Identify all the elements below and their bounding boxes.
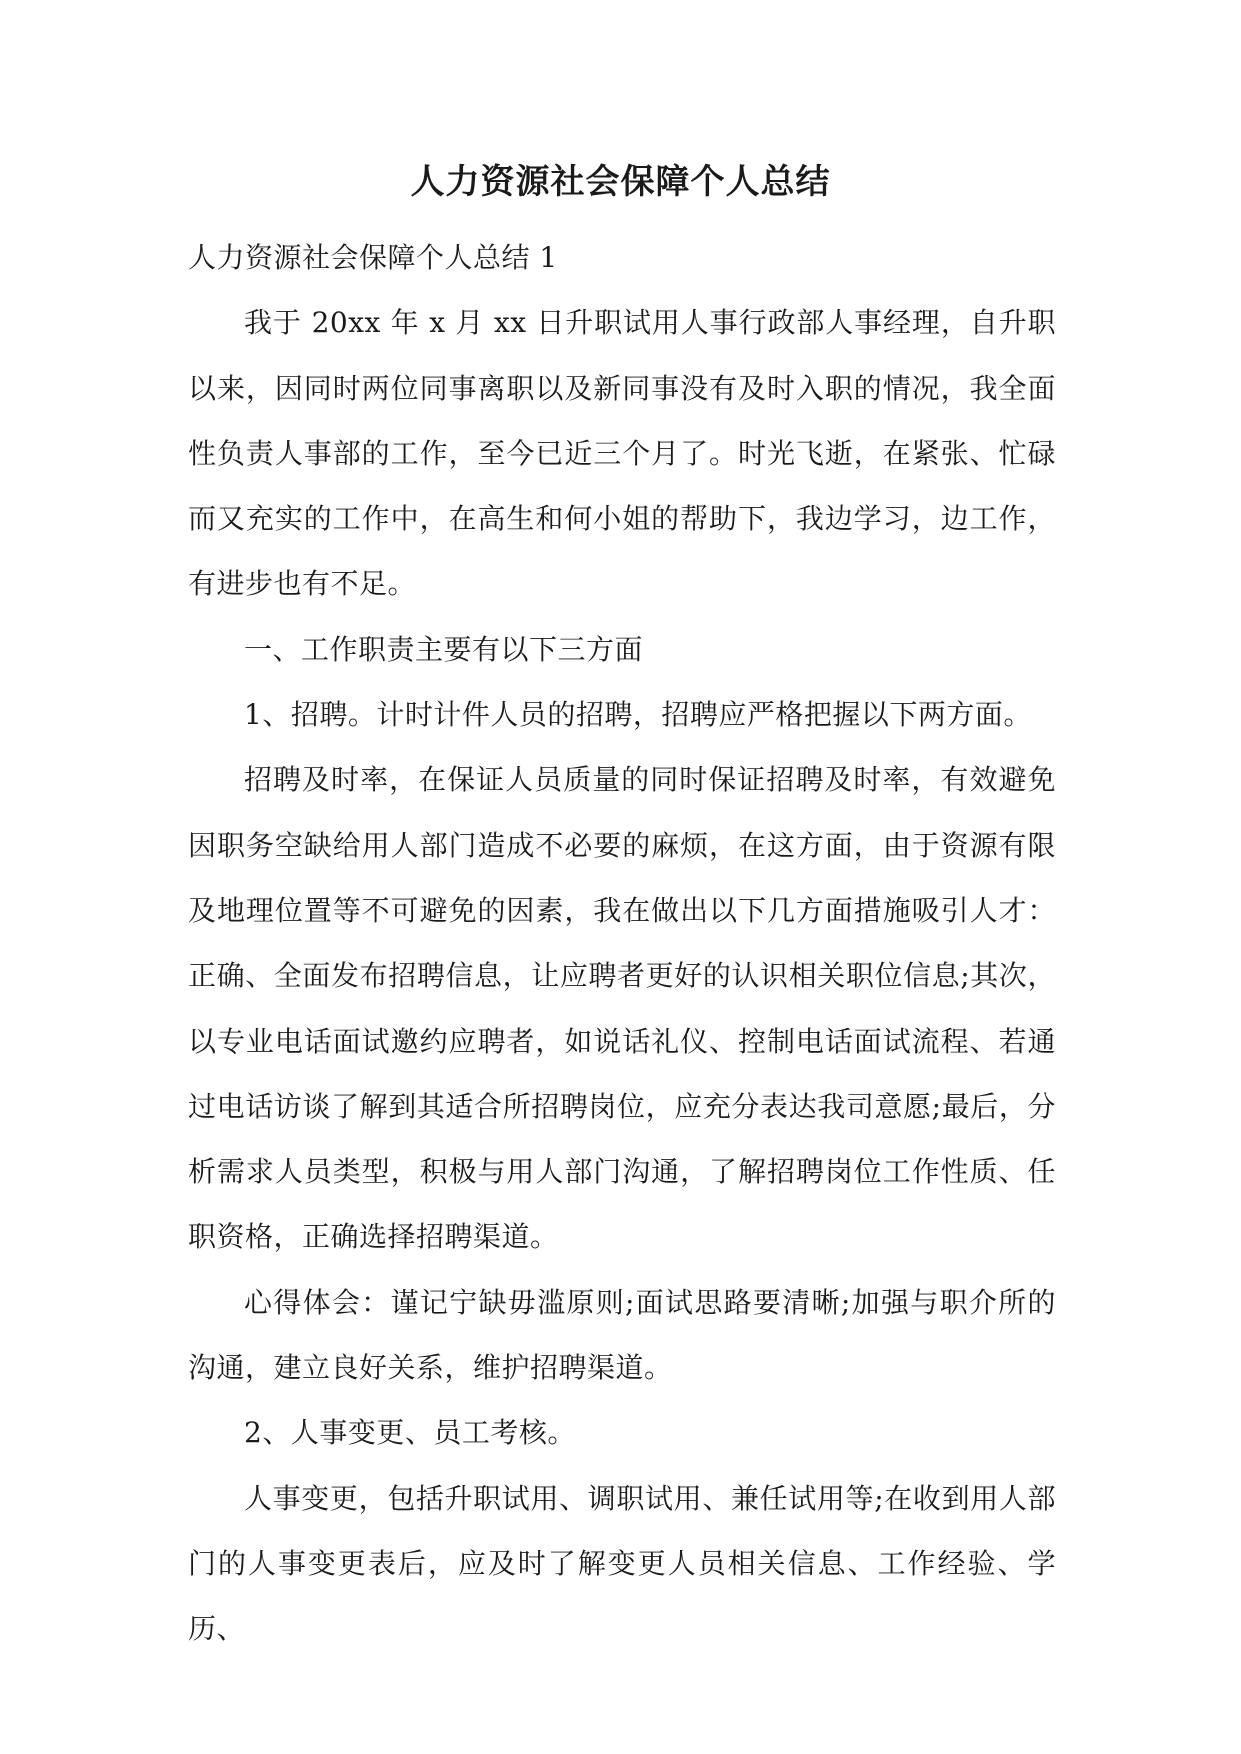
document-title: 人力资源社会保障个人总结 — [410, 162, 831, 202]
paragraph: 1、招聘。计时计件人员的招聘，招聘应严格把握以下两方面。 — [244, 698, 1032, 732]
paragraph: 2、人事变更、员工考核。 — [244, 1416, 576, 1450]
paragraph: 人事变更，包括升职试用、调职试用、兼任试用等;在收到用人部门的人事变更表后，应及时了解变更人员相关信息、工作经验、学历、 — [188, 1481, 1056, 1646]
paragraph: 我于 20xx 年 x 月 xx 日升职试用人事行政部人事经理，自升职以来，因同时两位同事离职以及新同事没有及时入职的情况，我全面性负责人事部的工作，至今已近三个月了。时光飞逝，在紧张、忙碌而又充实的工作中，在高生和何小姐的帮助下，我边学习，边工作，有进步也有不足。 — [188, 306, 1056, 601]
document-body — [188, 225, 1056, 1662]
paragraph: 一、工作职责主要有以下三方面 — [244, 632, 644, 666]
paragraph: 招聘及时率，在保证人员质量的同时保证招聘及时率，有效避免因职务空缺给用人部门造成不必要的麻烦，在这方面，由于资源有限及地理位置等不可避免的因素，我在做出以下几方面措施吸引人才：正确、全面发布招聘信息，让应聘者更好的认识相关职位信息;其次，以专业电话面试邀约应聘者，如说话礼仪、控制电话面试流程、若通过电话访谈了解到其适合所招聘岗位，应充分表达我司意愿;最后，分析需求人员类型，积极与用人部门沟通，了解招聘岗位工作性质、任职资格，正确选择招聘渠道。 — [188, 763, 1056, 1254]
section-heading: 人力资源社会保障个人总结 1 — [188, 241, 558, 274]
paragraph: 心得体会：谨记宁缺毋滥原则;面试思路要清晰;加强与职介所的沟通，建立良好关系，维护招聘渠道。 — [188, 1285, 1056, 1385]
